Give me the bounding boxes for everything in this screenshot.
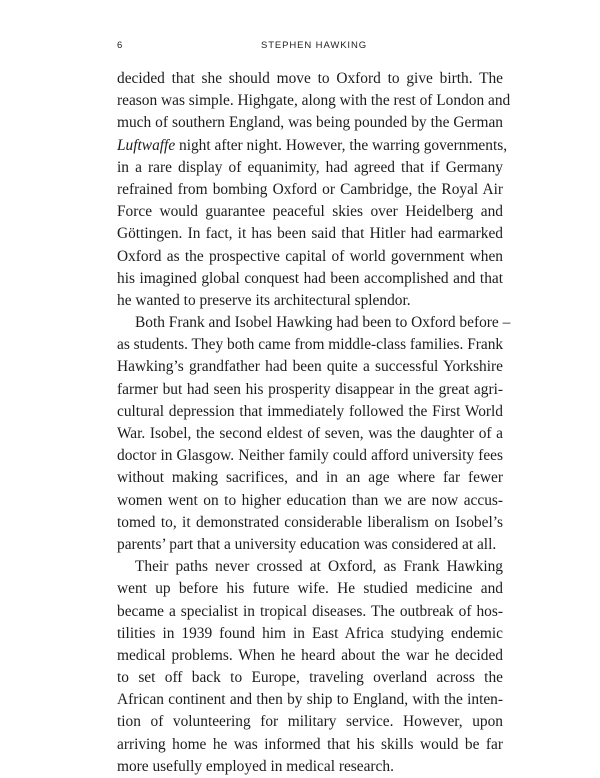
text-line: Hawking’s grandfather had been quite a successful Yorkshire bbox=[117, 358, 503, 376]
text-line: to set off back to Europe, traveling overland across the bbox=[117, 669, 503, 687]
text-line: became a specialist in tropical diseases. The outbreak of hos- bbox=[117, 602, 503, 620]
text-line: as students. They both came from middle-class families. Frank bbox=[117, 336, 504, 354]
text-line: parents’ part that a university education was considered at all. bbox=[117, 535, 497, 553]
text-line: Oxford as the prospective capital of world government when bbox=[117, 247, 503, 265]
text-fragment: night after night. However, the warring governments, bbox=[175, 136, 508, 154]
text-line: reason was simple. Highgate, along with the rest of London and bbox=[117, 92, 511, 110]
text-line: much of southern England, was being pounded by the German bbox=[117, 114, 503, 132]
text-line: his imagined global conquest had been accomplished and that bbox=[117, 269, 503, 287]
page-number: 6 bbox=[117, 40, 124, 51]
text-line: doctor in Glasgow. Neither family could afford university fees bbox=[117, 447, 503, 465]
text-line: cultural depression that immediately followed the First World bbox=[117, 402, 503, 420]
text-line: he wanted to preserve its architectural splendor. bbox=[117, 291, 411, 309]
text-line: in a rare display of equanimity, had agreed that if Germany bbox=[117, 158, 503, 176]
body-text bbox=[117, 68, 511, 778]
italic-term: Luftwaffe bbox=[117, 136, 176, 154]
text-line: Göttingen. In fact, it has been said that Hitler had earmarked bbox=[117, 225, 503, 243]
text-line: decided that she should move to Oxford to give birth. The bbox=[117, 70, 503, 87]
text-line: Both Frank and Isobel Hawking had been to Oxford before – bbox=[135, 314, 511, 332]
text-line: farmer but had seen his prosperity disappear in the great agri- bbox=[117, 380, 503, 398]
text-line: Force would guarantee peaceful skies over Heidelberg and bbox=[117, 203, 503, 221]
text-line: medical problems. When he heard about the war he decided bbox=[117, 646, 503, 664]
text-line: went up before his future wife. He studied medicine and bbox=[117, 580, 503, 598]
text-line: tion of volunteering for military service. However, upon bbox=[117, 713, 503, 731]
text-line-luftwaffe bbox=[117, 135, 508, 157]
text-line: War. Isobel, the second eldest of seven, was the daughter of a bbox=[117, 425, 503, 442]
text-line: more usefully employed in medical research. bbox=[117, 757, 394, 775]
text-line: African continent and then by ship to England, with the inten- bbox=[117, 691, 503, 709]
text-line: refrained from bombing Oxford or Cambridge, the Royal Air bbox=[117, 180, 503, 198]
text-line: without making sacrifices, and in an age where far fewer bbox=[117, 469, 503, 487]
text-line: tilities in 1939 found him in East Africa studying endemic bbox=[117, 624, 503, 642]
text-line: Their paths never crossed at Oxford, as Frank Hawking bbox=[135, 558, 503, 576]
running-head bbox=[117, 40, 503, 54]
text-line: tomed to, it demonstrated considerable liberalism on Isobel’s bbox=[117, 513, 503, 531]
text-line: arriving home he was informed that his skills would be far bbox=[117, 735, 503, 753]
text-line: women went on to higher education than we are now accus- bbox=[117, 491, 503, 509]
running-title: STEPHEN HAWKING bbox=[260, 40, 368, 51]
